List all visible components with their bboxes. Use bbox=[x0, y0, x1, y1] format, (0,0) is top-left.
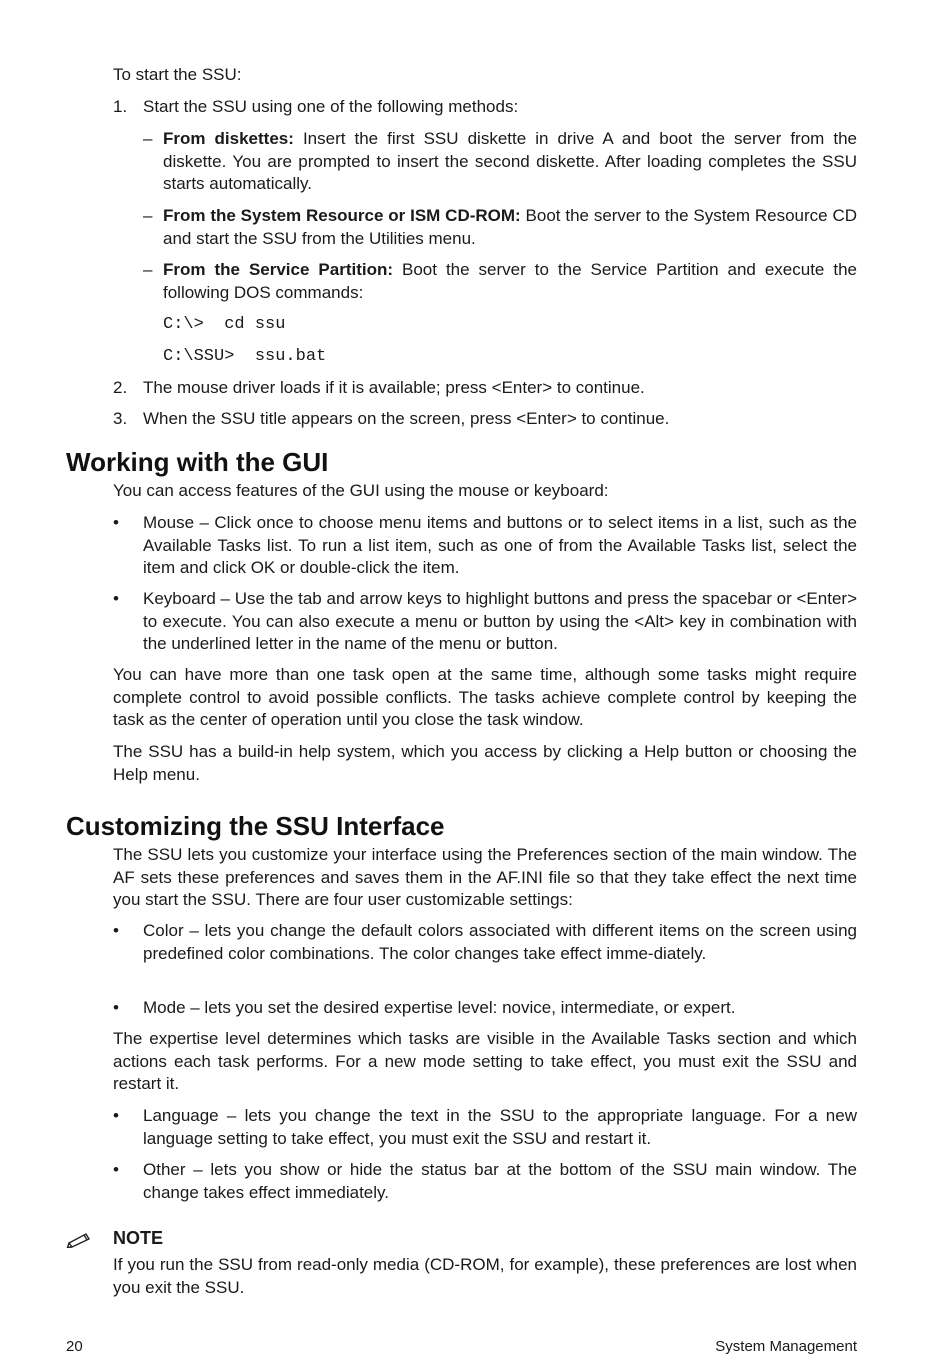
note-text: If you run the SSU from read-only media (CD-ROM, for example), these preferences are lost when you exit the SSU. bbox=[113, 1255, 857, 1297]
dash-marker: – bbox=[143, 129, 153, 148]
method-text: Boot the server to the System Resource CD and start the SSU from the Utilities menu. bbox=[163, 206, 858, 248]
bullet-text: Keyboard – Use the tab and arrow keys to highlight buttons and press the spacebar or <Enter> to execute. You can also execute a menu or button by using the <Alt> key in combination with the underlined letter in the name of the menu or button. bbox=[143, 589, 857, 653]
command-line-1: C:\> cd ssu bbox=[163, 315, 286, 334]
step-text: Start the SSU using one of the following methods: bbox=[143, 97, 519, 116]
bullet-marker: • bbox=[113, 921, 119, 940]
dash-marker: – bbox=[143, 260, 153, 279]
bullet-marker: • bbox=[113, 589, 119, 608]
heading-working-with-gui: Working with the GUI bbox=[66, 447, 329, 477]
page-number: 20 bbox=[66, 1338, 83, 1355]
step-text: When the SSU title appears on the screen, press <Enter> to continue. bbox=[143, 409, 670, 428]
bullet-text: Language – lets you change the text in the SSU to the appropriate language. For a new language setting to take effect, you must exit the SSU and restart it. bbox=[143, 1106, 857, 1148]
method-label: From the System Resource or ISM CD-ROM: bbox=[163, 206, 521, 225]
dash-marker: – bbox=[143, 206, 153, 225]
gui-paragraph-tasks: You can have more than one task open at the same time, although some tasks might require complete control to avoid possible conflicts. The tasks achieve complete control by keeping the task as the center of operation until you close the task window. bbox=[113, 665, 857, 729]
method-label: From diskettes: bbox=[163, 129, 294, 148]
bullet-text: Color – lets you change the default colors associated with different items on the screen using predefined color combinations. The color changes take effect imme-diately. bbox=[143, 921, 857, 963]
intro-text: To start the SSU: bbox=[113, 65, 242, 84]
step-number: 2. bbox=[113, 378, 128, 397]
method-text: Boot the server to the Service Partition and execute the following DOS commands: bbox=[163, 260, 857, 302]
pencil-icon bbox=[66, 1228, 94, 1248]
step-number: 3. bbox=[113, 409, 128, 428]
method-label: From the Service Partition: bbox=[163, 260, 394, 279]
bullet-text: Other – lets you show or hide the status bar at the bottom of the SSU main window. The change takes effect immediately. bbox=[143, 1160, 857, 1202]
heading-customizing-ssu: Customizing the SSU Interface bbox=[66, 811, 445, 841]
gui-intro: You can access features of the GUI using the mouse or keyboard: bbox=[113, 481, 609, 500]
step-text: The mouse driver loads if it is available; press <Enter> to continue. bbox=[143, 378, 645, 397]
method-text: Insert the first SSU diskette in drive A and boot the server from the diskette. You are prompted to insert the second diskette. After loading completes the SSU starts automatically. bbox=[163, 129, 857, 193]
step-number: 1. bbox=[113, 97, 128, 116]
custom-paragraph-expertise: The expertise level determines which tasks are visible in the Available Tasks section and which actions each task performs. For a new mode setting to take effect, you must exit the SSU and restart it. bbox=[113, 1029, 857, 1093]
note-title: NOTE bbox=[113, 1228, 164, 1248]
bullet-marker: • bbox=[113, 1160, 119, 1179]
command-line-2: C:\SSU> ssu.bat bbox=[163, 347, 327, 366]
bullet-text: Mouse – Click once to choose menu items and buttons or to select items in a list, such as the Available Tasks list. To run a list item, such as one of from the Available Tasks list, select the item and click OK or double-click the item. bbox=[143, 513, 857, 577]
custom-intro: The SSU lets you customize your interface using the Preferences section of the main window. The AF sets these preferences and saves them in the AF.INI file so that they take effect the next time you start the SSU. There are four user customizable settings: bbox=[113, 845, 857, 909]
gui-paragraph-help: The SSU has a build-in help system, which you access by clicking a Help button or choosing the Help menu. bbox=[113, 742, 857, 784]
bullet-marker: • bbox=[113, 1106, 119, 1125]
bullet-text: Mode – lets you set the desired expertise level: novice, intermediate, or expert. bbox=[143, 998, 736, 1017]
footer-section-title: System Management bbox=[715, 1338, 857, 1355]
bullet-marker: • bbox=[113, 998, 119, 1017]
bullet-marker: • bbox=[113, 513, 119, 532]
